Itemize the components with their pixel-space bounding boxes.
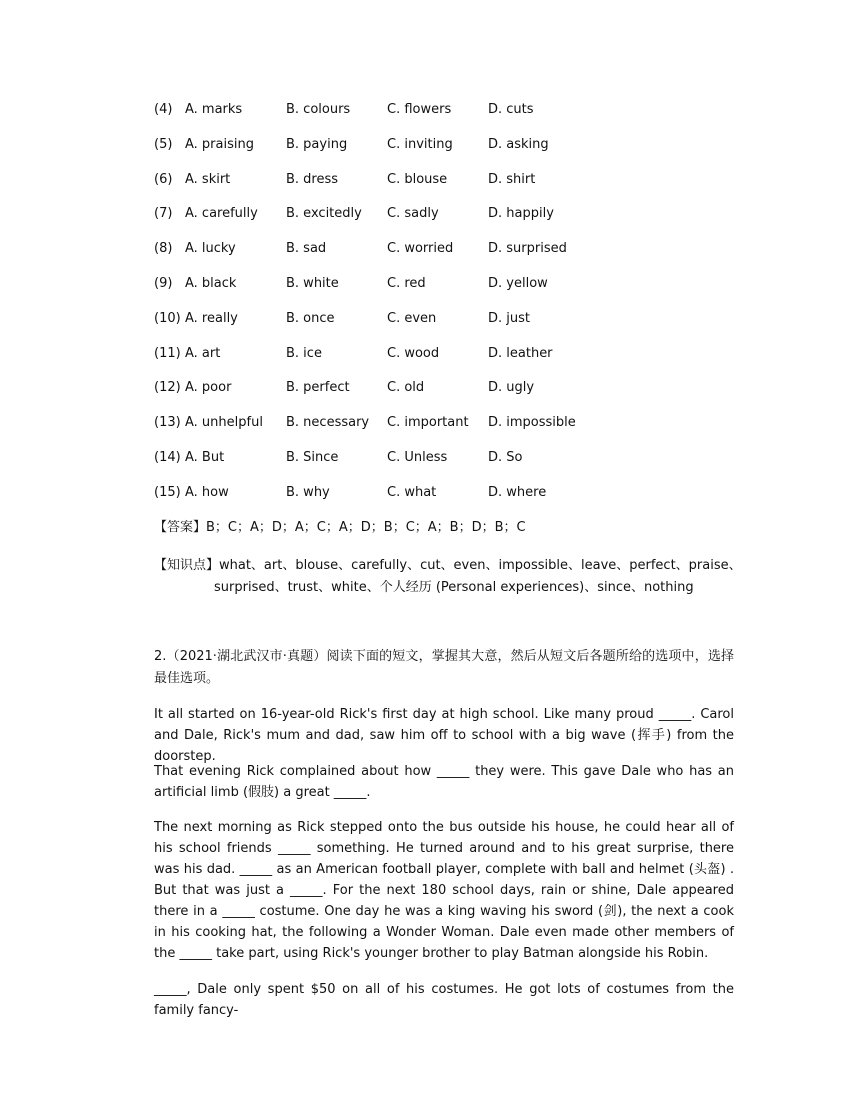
passage-paragraph-2: That evening Rick complained about how _____ they were. This gave Dale who has an artificial limb (假肢) a great _____. [154,764,734,800]
option-d: D. leather [488,345,553,361]
option-d: D. just [488,310,530,326]
option-a: A. black [185,276,237,291]
question-number: (11) [154,345,181,361]
option-b: B. paying [286,136,348,152]
option-a: A. art [185,345,221,361]
option-b: B. perfect [286,380,350,396]
option-c: C. flowers [387,102,452,117]
option-b: B. dress [286,171,339,187]
option-c: C. old [387,380,425,396]
option-a: A. praising [185,136,254,152]
question-number: (4) [154,102,173,117]
question-2-heading: 2.（2021·湖北武汉市·真题）阅读下面的短文，掌握其大意，然后从短文后各题所给的选项中，选择最佳选项。 [154,649,734,686]
option-b: B. ice [286,345,322,361]
option-a: A. skirt [185,171,231,187]
option-a: A. unhelpful [185,415,263,431]
option-d: D. yellow [488,276,548,291]
option-c: C. worried [387,241,454,257]
option-b: B. Since [286,450,339,465]
option-b: B. sad [286,241,327,257]
option-a: A. poor [185,380,232,396]
option-c: C. inviting [387,136,453,152]
passage-paragraph-1: It all started on 16-year-old Rick's first day at high school. Like many proud _____. Carol and Dale, Rick's mum and dad, saw him off to school with a big wave (挥手) from the doorstep. [154,707,734,764]
option-c: C. even [387,310,437,326]
option-c: C. red [387,276,426,291]
question-number: (15) [154,484,181,500]
option-b: B. excitedly [286,206,362,222]
option-b: B. white [286,276,339,291]
option-d: D. shirt [488,171,536,187]
question-number: (12) [154,380,181,396]
option-d: D. surprised [488,241,567,257]
question-number: (13) [154,415,181,431]
option-a: A. carefully [185,206,258,222]
question-number: (9) [154,276,173,291]
option-b: B. once [286,310,335,326]
option-a: A. how [185,484,229,500]
question-number: (10) [154,310,181,326]
option-d: D. ugly [488,380,535,396]
option-b: B. why [286,484,330,500]
question-number: (7) [154,206,173,222]
option-a: A. really [185,310,238,326]
option-c: C. wood [387,345,440,361]
option-c: C. Unless [387,450,448,465]
question-number: (5) [154,136,173,152]
option-c: C. what [387,484,437,500]
option-a: A. lucky [185,241,236,257]
question-number: (6) [154,171,173,187]
answer-line: 【答案】B；C；A；D；A；C；A；D；B；C；A；B；D；B；C [154,520,526,535]
option-d: D. where [488,484,547,500]
option-d: D. happily [488,206,554,222]
option-c: C. blouse [387,171,448,187]
option-b: B. necessary [286,415,370,431]
option-a: A. But [185,450,225,465]
option-a: A. marks [185,102,243,117]
option-d: D. So [488,450,523,465]
question-number: (14) [154,450,181,465]
option-c: C. sadly [387,206,439,222]
option-d: D. impossible [488,415,576,431]
passage-paragraph-3: The next morning as Rick stepped onto the bus outside his house, he could hear all of his school friends _____ something. He turned around and to his great surprise, there was his dad. _____ as an American football player, complete with ball and helmet (头盔) . But that was just a _____. For the next 180 school days, rain or shine, Dale appeared there in a _____ costume. One day he was a king waving his sword (剑), the next a cook in his cooking hat, the following a Wonder Woman. Dale even made other members of the _____ take part, using Rick's younger brother to play Batman alongside his Robin. [154,820,734,961]
knowledge-line-1: 【知识点】what、art、blouse、carefully、cut、even、impossible、leave、perfect、praise、 [154,558,742,573]
option-d: D. cuts [488,102,534,117]
option-c: C. important [387,415,469,431]
option-b: B. colours [286,102,351,117]
question-number: (8) [154,241,173,257]
option-d: D. asking [488,136,549,152]
passage-paragraph-4: _____, Dale only spent $50 on all of his costumes. He got lots of costumes from the family fancy- [154,982,734,1018]
knowledge-points [154,555,754,599]
knowledge-line-2: surprised、trust、white、个人经历 (Personal experiences)、since、nothing [214,580,694,595]
